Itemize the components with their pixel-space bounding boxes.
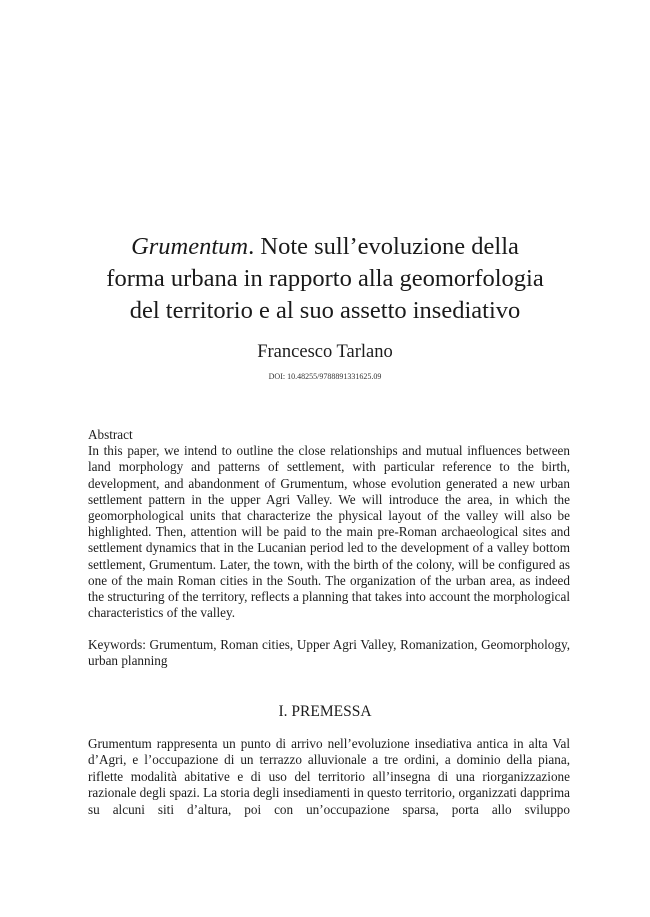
section-heading: I. PREMESSA [278,703,372,720]
body-text-section [88,736,570,818]
keywords-text: Keywords: Grumentum, Roman cities, Upper Agri Valley, Romanization, Geomorphology, urban planning [88,637,570,669]
title-line-2: forma urbana in rapporto alla geomorfologia [106,265,544,292]
title-italic-part: Grumentum [131,233,249,260]
title-line-1 [60,231,590,263]
paper-title [60,231,590,327]
abstract-section [88,427,570,621]
abstract-text: In this paper, we intend to outline the close relationships and mutual influences between land morphology and patterns of settlement, with particular reference to the birth, development, and abandonment of Grumentum, whose evolution generated a new urban settlement pattern in the upper Agri Valley. We will introduce the area, in which the geomorphological units that characterize the physical layout of the valley will also be highlighted. Then, attention will be paid to the main pre-Roman archaeological sites and settlement dynamics that in the Lucanian period led to the development of a valley bottom settlement, Grumentum. Later, the town, with the birth of the colony, will be configured as one of the main Roman cities in the South. The organization of the urban area, as indeed the structuring of the territory, reflects a planning that takes into account the morphological characteristics of the valley. [88,443,570,621]
title-line-1-rest: . Note sull’evoluzione della [248,233,519,260]
keywords-section [88,637,570,669]
doi-reference: DOI: 10.48255/9788891331625.09 [268,372,382,381]
body-paragraph: Grumentum rappresenta un punto di arrivo nell’evoluzione insediativa antica in alta Val d’Agri, e l’occupazione di un terrazzo alluvionale a tre ordini, a dominio della piana, riflette modalità abitative e di uso del territorio all’insegna di una riorganizzazione razionale degli spazi. La storia degli insediamenti in questo territorio, organizzati dapprima su alcuni siti d’altura, poi con un’occupazione sparsa, porta allo sviluppo [88,736,570,817]
author-name: Francesco Tarlano [257,342,393,362]
abstract-heading: Abstract [88,427,133,442]
title-line-3: del territorio e al suo assetto insediativo [129,297,521,324]
